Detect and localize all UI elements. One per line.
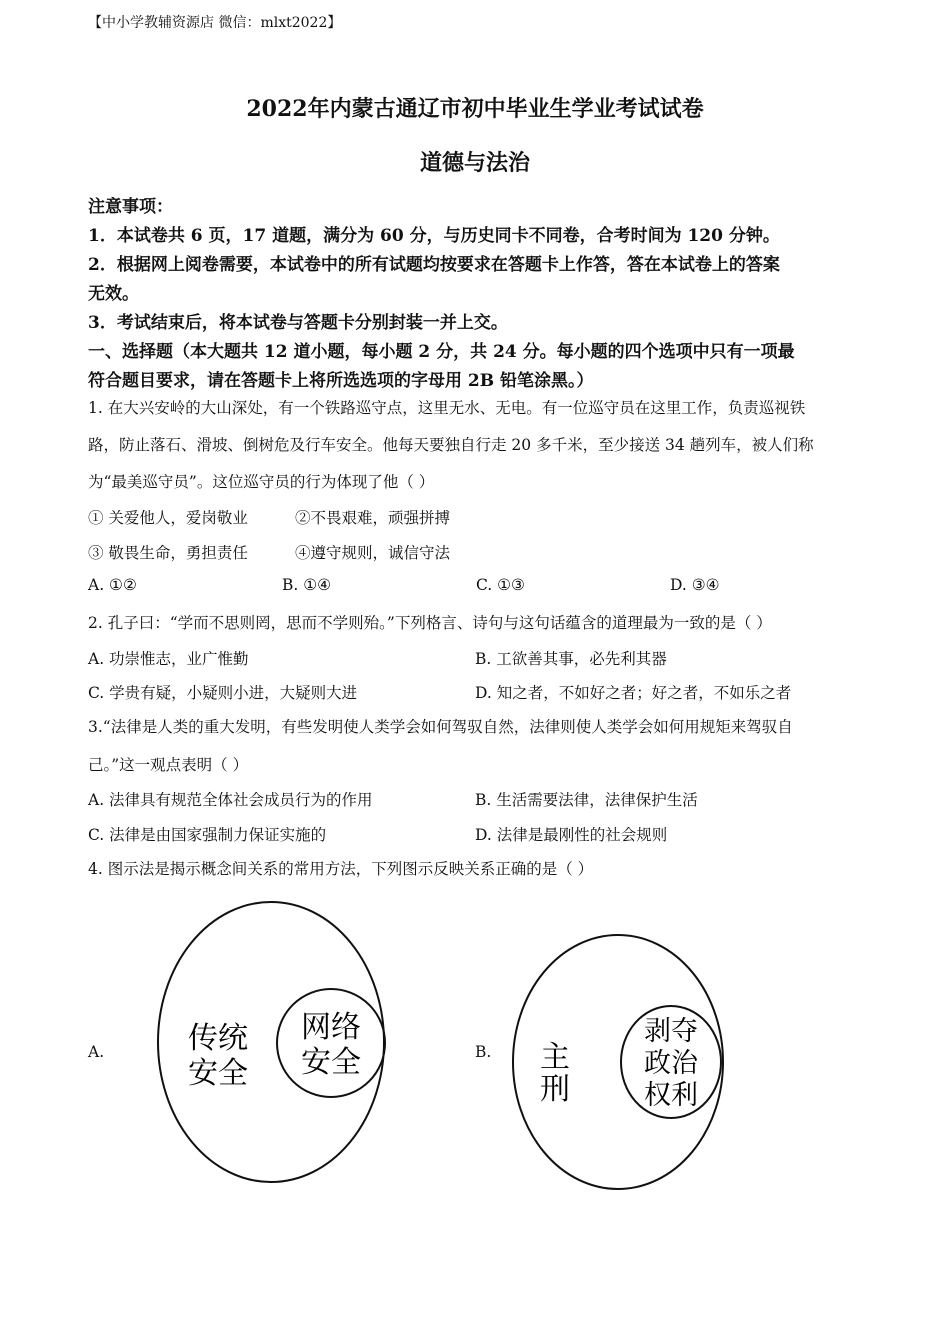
notes-item-2-line-2: 无效。	[88, 284, 139, 304]
section-1-line-1: 一、选择题（本大题共 12 道小题，每小题 2 分，共 24 分。每小题的四个选项中只有一项最	[88, 342, 795, 362]
q2-option-d: D. 知之者，不如好之者；好之者，不如乐之者	[475, 684, 792, 702]
notes-heading: 注意事项：	[88, 197, 173, 217]
q1-option-b: B. ①④	[282, 576, 332, 594]
q3-stem-line-1: 3.“法律是人类的重大发明，有些发明使人类学会如何驾驭自然，法律则使人类学会如何用规矩来驾驭自	[88, 718, 793, 736]
q1-stem-line-2: 路，防止落石、滑坡、倒树危及行车安全。他每天要独自行走 20 多千米，至少接送 34 趟列车，被人们称	[88, 436, 814, 454]
diagram-b-outer-label-2: 刑	[540, 1072, 570, 1107]
q1-option-d: D. ③④	[670, 576, 720, 594]
section-1-line-2: 符合题目要求，请在答题卡上将所选选项的字母用 2B 铅笔涂黑。）	[88, 371, 594, 391]
diagram-a	[158, 902, 385, 1182]
q3-option-a: A. 法律具有规范全体社会成员行为的作用	[88, 791, 373, 809]
q2-stem: 2. 孔子曰：“学而不思则罔，思而不学则殆。”下列格言、诗句与这句话蕴含的道理最为一致的是（ ）	[88, 614, 772, 632]
diagram-a-inner-label-2: 安全	[301, 1045, 361, 1080]
exam-title: 2022年内蒙古通辽市初中毕业生学业考试试卷	[246, 96, 704, 122]
notes-item-2-line-1: 2．根据网上阅卷需要，本试卷中的所有试题均按要求在答题卡上作答，答在本试卷上的答案	[88, 255, 780, 275]
q3-option-d: D. 法律是最刚性的社会规则	[475, 826, 668, 844]
q1-stem-line-1: 1. 在大兴安岭的大山深处，有一个铁路巡守点，这里无水、无电。有一位巡守员在这里工作，负责巡视铁	[88, 399, 806, 417]
diagram-b-outer-label-1: 主	[540, 1040, 570, 1075]
q2-option-c: C. 学贵有疑，小疑则小进，大疑则大进	[88, 684, 358, 702]
q1-option-a: A. ①②	[88, 576, 137, 594]
diagram-a-inner-label-1: 网络	[301, 1010, 361, 1045]
q1-statement-3: ③ 敬畏生命，勇担责任	[88, 544, 248, 562]
diagram-a-outer-label-1: 传统	[188, 1021, 248, 1056]
q4-option-a-label: A.	[88, 1043, 105, 1061]
q4-option-b-label: B.	[475, 1043, 492, 1061]
q4-stem: 4. 图示法是揭示概念间关系的常用方法，下列图示反映关系正确的是（ ）	[88, 860, 594, 878]
diagram-b-inner-label-3: 权利	[644, 1080, 698, 1111]
q1-option-c: C. ①③	[476, 576, 525, 594]
subject-title: 道德与法治	[419, 150, 530, 176]
notes-item-1: 1．本试卷共 6 页，17 道题，满分为 60 分，与历史同卡不同卷，合考时间为 120 分钟。	[88, 226, 780, 246]
q2-option-a: A. 功崇惟志，业广惟勤	[88, 650, 249, 668]
q1-stem-line-3: 为“最美巡守员”。这位巡守员的行为体现了他（ ）	[88, 473, 435, 491]
diagram-b-inner-label-1: 剥夺	[644, 1016, 698, 1047]
diagram-a-outer-label-2: 安全	[188, 1056, 248, 1091]
q3-stem-line-2: 己。”这一观点表明（ ）	[88, 756, 249, 774]
diagram-b-inner-label-2: 政治	[644, 1048, 698, 1079]
q1-statement-2: ②不畏艰难，顽强拼搏	[295, 509, 451, 527]
q1-statement-1: ① 关爱他人，爱岗敬业	[88, 509, 248, 527]
q2-option-b: B. 工欲善其事，必先利其器	[475, 650, 667, 668]
q1-statement-4: ④遵守规则，诚信守法	[295, 544, 451, 562]
q3-option-b: B. 生活需要法律，法律保护生活	[475, 791, 698, 809]
q3-option-c: C. 法律是由国家强制力保证实施的	[88, 826, 327, 844]
watermark: 【中小学教辅资源店 微信：mlxt2022】	[88, 15, 342, 31]
notes-item-3: 3．考试结束后，将本试卷与答题卡分别封装一并上交。	[88, 313, 508, 333]
diagram-b	[513, 935, 723, 1189]
